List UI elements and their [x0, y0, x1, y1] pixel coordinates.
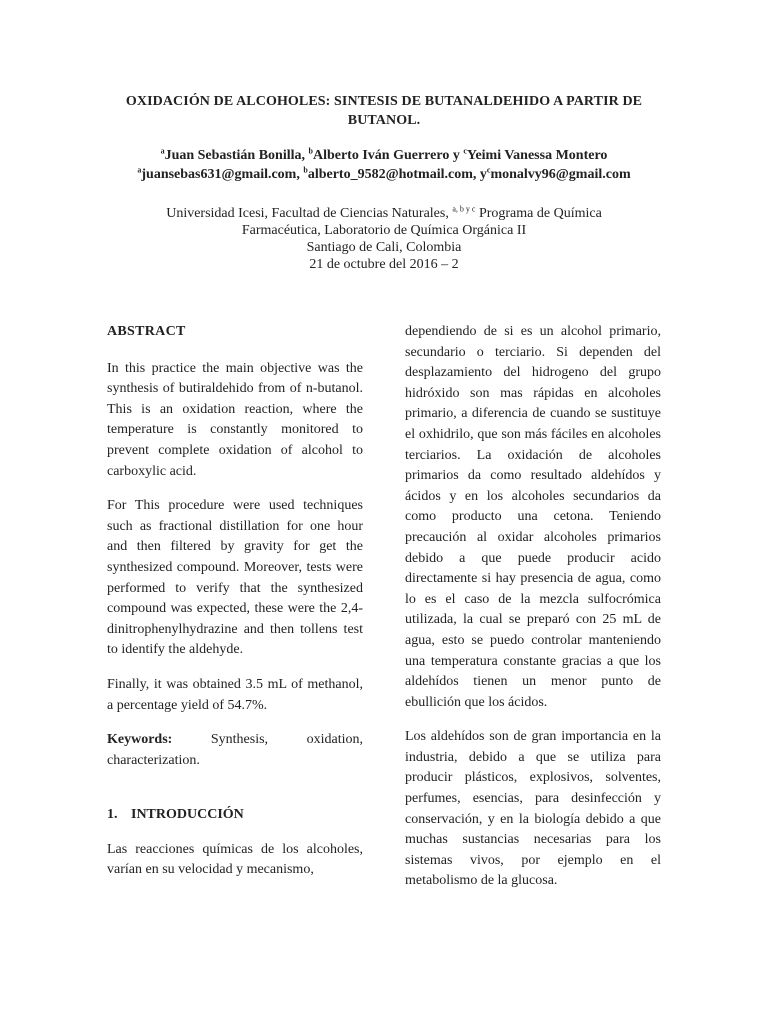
affiliation-date: 21 de octubre del 2016 – 2 [309, 257, 459, 272]
author-mark: c [463, 146, 467, 156]
section-heading-introduccion [107, 805, 363, 826]
email-link[interactable]: alberto_9582@hotmail.com, y [307, 167, 487, 182]
author-mark: b [308, 146, 313, 156]
section-title: INTRODUCCIÓN [131, 807, 244, 823]
paper-title: OXIDACIÓN DE ALCOHOLES: SINTESIS DE BUTANALDEHIDO A PARTIR DE BUTANOL. [125, 94, 643, 128]
abstract-paragraph: In this practice the main objective was the synthesis of butiraldehido from of n-butanol. This is an oxidation reaction, where the temperature is constantly monitored to prevent complete oxidation of alcohol to carboxylic acid. [107, 360, 363, 479]
affiliation-line-2: Farmacéutica, Laboratorio de Química Orgánica II [241, 223, 527, 238]
affiliation-block [96, 205, 672, 273]
author-emails [96, 165, 672, 184]
abstract-paragraph: Finally, it was obtained 3.5 mL of methanol, a percentage yield of 54.7%. [107, 676, 363, 713]
author-names [96, 146, 672, 165]
affiliation-text: Universidad Icesi, Facultad de Ciencias Naturales, [166, 206, 453, 221]
affiliation-mark: a, b y c [452, 204, 476, 214]
section-number: 1. [107, 807, 118, 823]
author-block [96, 146, 672, 184]
abstract-heading: ABSTRACT [107, 324, 186, 339]
email-mark: b [303, 165, 308, 175]
email-link[interactable]: juansebas631@gmail.com, [141, 167, 304, 182]
left-column [107, 322, 363, 895]
author-name: Alberto Iván Guerrero y [312, 148, 464, 163]
abstract-paragraph: For This procedure were used techniques such as fractional distillation for one hour and then filtered by gravity for get the synthesized compound. Moreover, tests were performed to verify that the synthesized compound was expected, these were the 2,4-dinitrophenylhydrazine and then tollens test to identify the aldehyde. [107, 498, 363, 658]
keywords-text: Synthesis, oxidation, characterization. [107, 732, 363, 768]
email-link[interactable]: monalvy96@gmail.com [490, 167, 631, 182]
body-paragraph: dependiendo de si es un alcohol primario, secundario o terciario. Si dependen del desplazamiento del hidrogeno del grupo hidróxido son mas rápidas en alcoholes primario, a diferencia de cuando se sustituye el oxhidrilo, que son más fáciles en alcoholes terciarios. La oxidación de alcoholes primarios da como resultado aldehídos y ácidos y en los alcoholes secundarios da como producto una cetona. Teniendo precaución al oxidar alcoholes primarios debido a que puede producir acido directamente si hay presencia de agua, como lo es el caso de la mezcla sulfocrómica utilizada, la cual se preparó con 25 mL de agua, esto se puedo controlar manteniendo una temperatura constante gracias a que los aldehídos tienen un menor punto de ebullición que los ácidos. [405, 324, 661, 710]
email-mark: c [486, 165, 491, 175]
right-column [405, 322, 661, 906]
keywords-label: Keywords: [107, 732, 173, 748]
affiliation-city: Santiago de Cali, Colombia [306, 240, 462, 255]
author-name: Yeimi Vanessa Montero [466, 148, 608, 163]
intro-paragraph: Las reacciones químicas de los alcoholes, varían en su velocidad y mecanismo, [107, 841, 363, 878]
affiliation-line-1 [96, 205, 672, 222]
author-name: Juan Sebastián Bonilla, [164, 148, 309, 163]
body-paragraph: Los aldehídos son de gran importancia en la industria, debido a que se utiliza para producir plásticos, explosivos, solventes, perfumes, esencias, para desinfección y conservación, y en la biología debido a que muchas sustancias necesarias para los sistemas vivos, por ejemplo en el metabolismo de la glucosa. [405, 729, 661, 889]
affiliation-text: Programa de Química [475, 206, 602, 221]
keywords [107, 730, 363, 771]
author-mark: a [160, 146, 165, 156]
email-mark: a [137, 165, 142, 175]
